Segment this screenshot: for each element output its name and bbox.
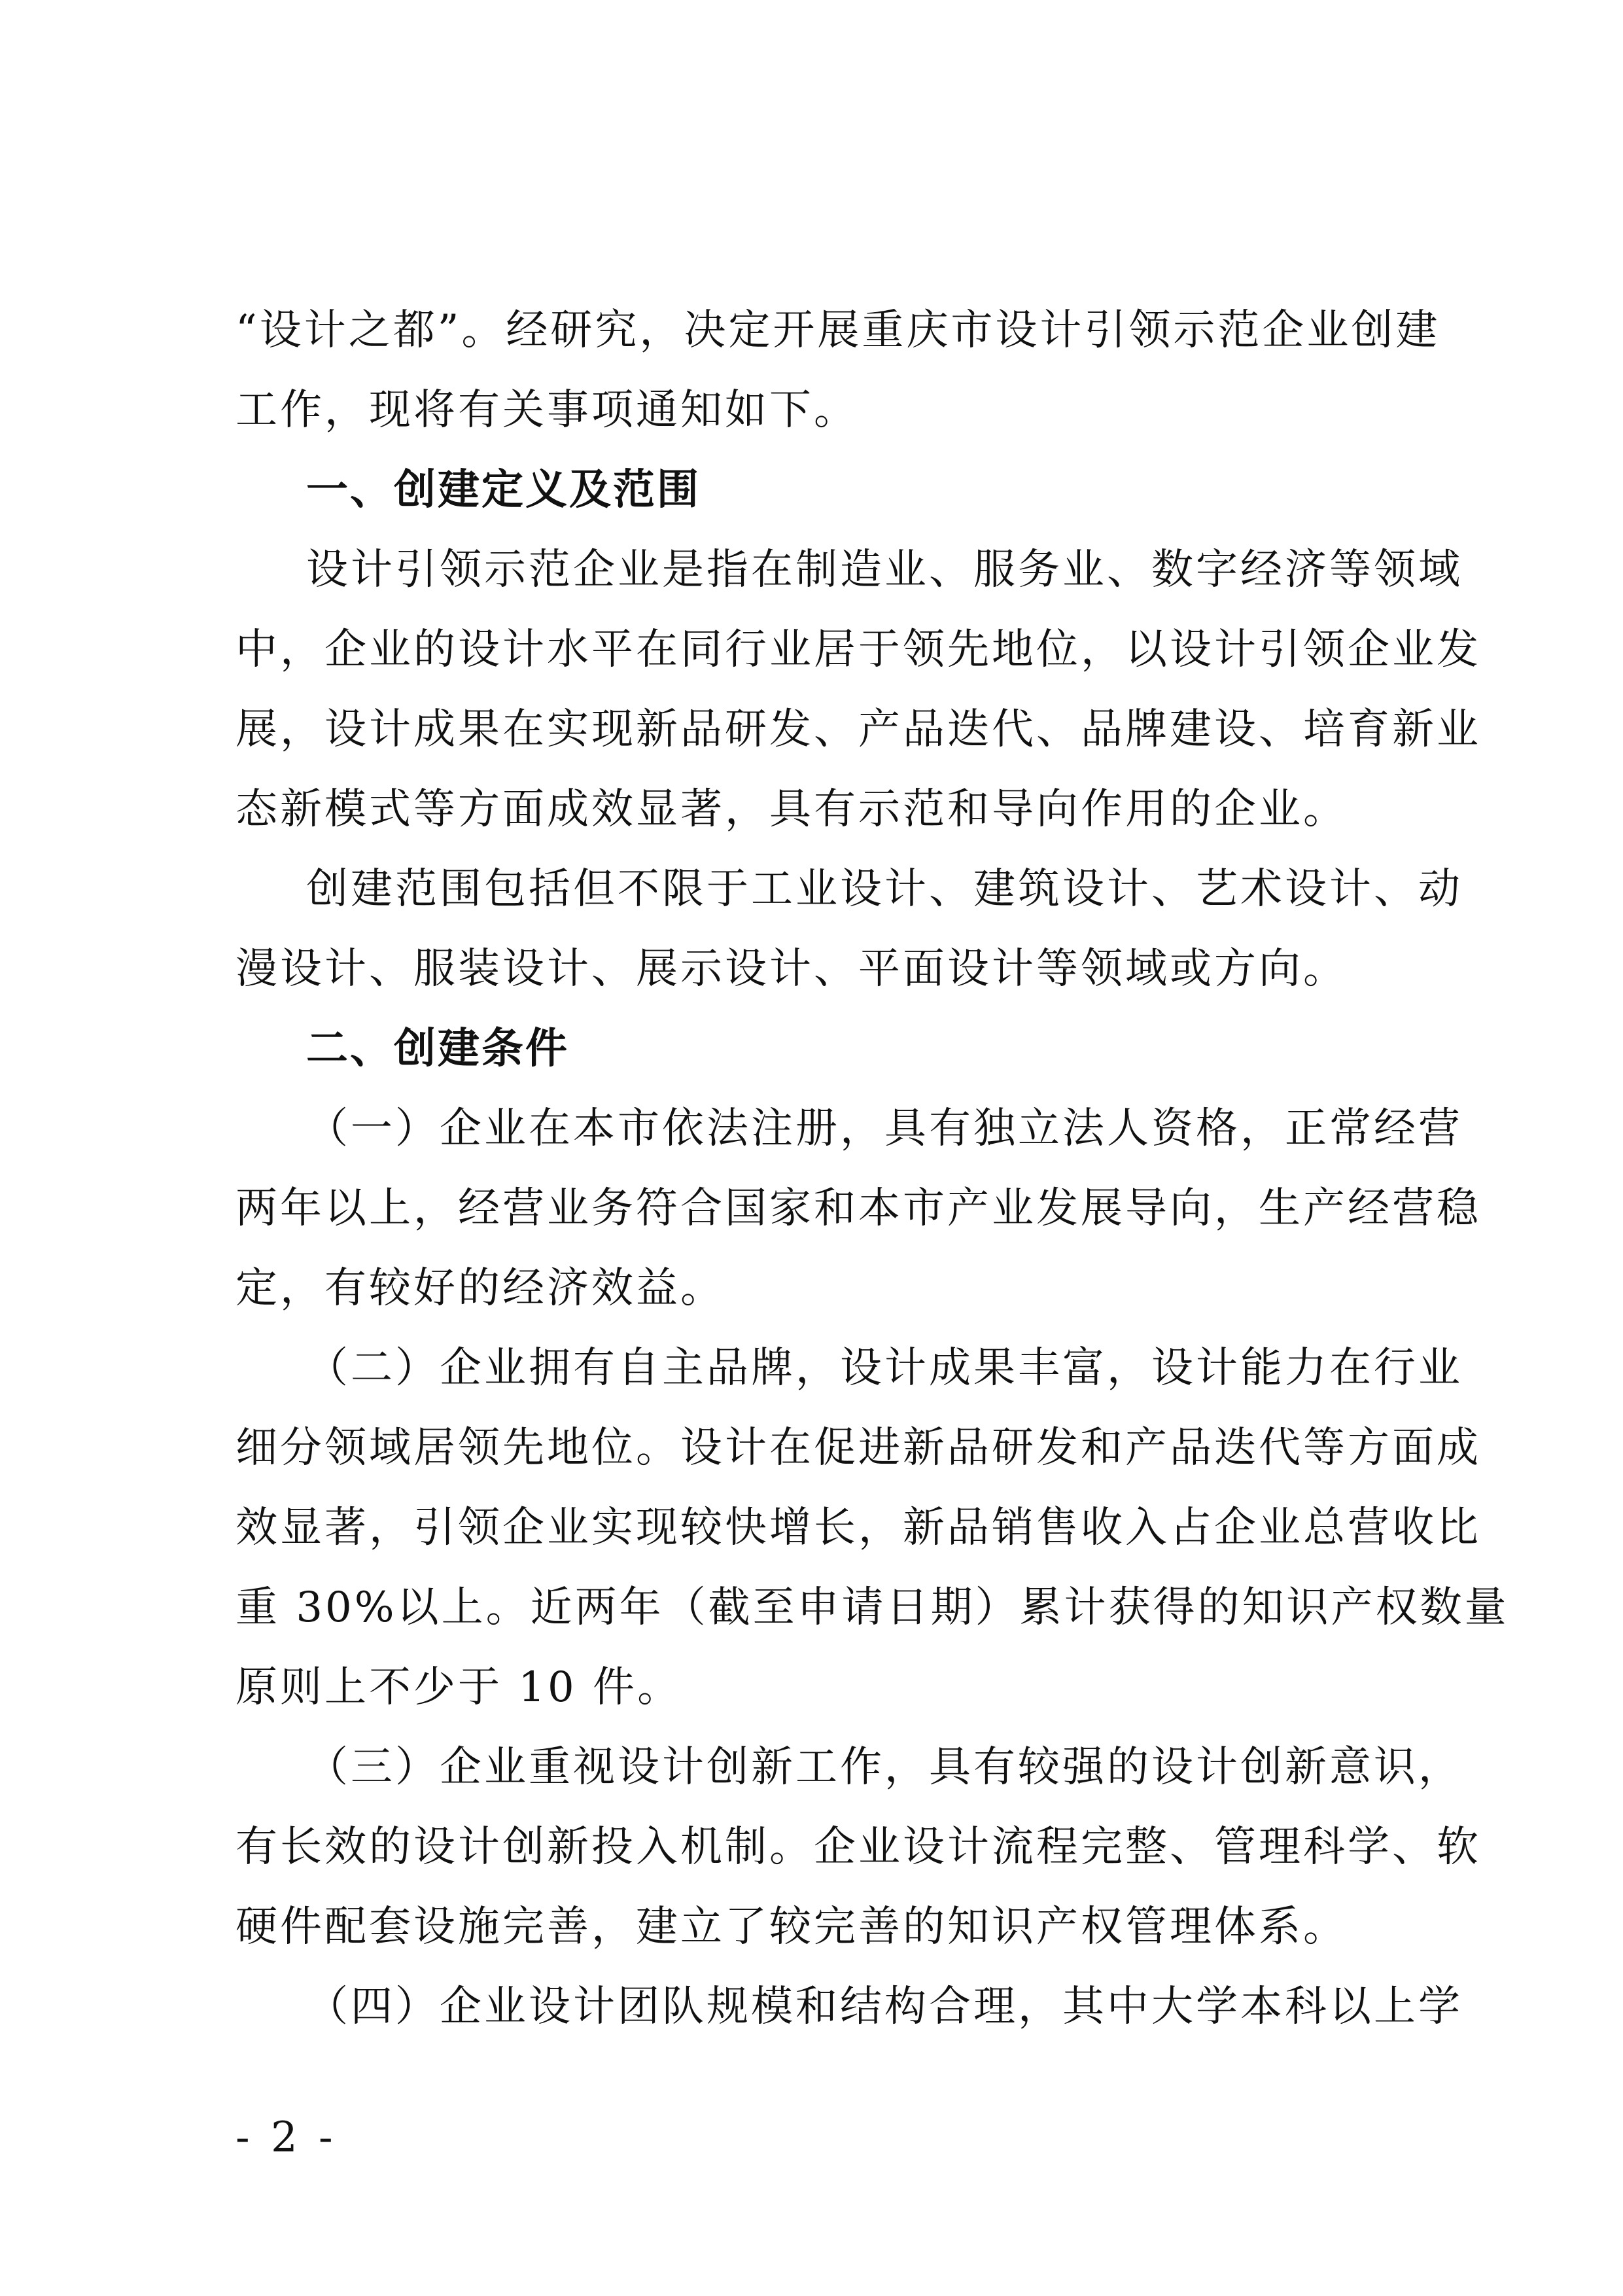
body-text-line: 工作，现将有关事项通知如下。: [236, 386, 858, 434]
body-text-line: “设计之都”。经研究，决定开展重庆市设计引领示范企业创建: [236, 306, 1440, 355]
body-text-line: 中，企业的设计水平在同行业居于领先地位，以设计引领企业发: [236, 626, 1481, 674]
body-text-line: 硬件配套设施完善，建立了较完善的知识产权管理体系。: [236, 1903, 1348, 1951]
body-text-line: 两年以上，经营业务符合国家和本市产业发展导向，生产经营稳: [236, 1184, 1481, 1233]
section-heading-conditions: 二、创建条件: [306, 1025, 569, 1073]
body-text-line: 重 30%以上。近两年（截至申请日期）累计获得的知识产权数量: [236, 1583, 1509, 1632]
body-text-line: 有长效的设计创新投入机制。企业设计流程完整、管理科学、软: [236, 1823, 1481, 1871]
body-text-line: （三）企业重视设计创新工作，具有较强的设计创新意识，: [306, 1743, 1463, 1792]
body-text-line: 创建范围包括但不限于工业设计、建筑设计、艺术设计、动: [306, 865, 1463, 913]
page-number: - 2 -: [236, 2113, 337, 2162]
body-text-line: （一）企业在本市依法注册，具有独立法人资格，正常经营: [306, 1104, 1463, 1153]
body-text-line: 漫设计、服装设计、展示设计、平面设计等领域或方向。: [236, 945, 1348, 993]
body-text-line: 态新模式等方面成效显著，具有示范和导向作用的企业。: [236, 785, 1348, 834]
body-text-line: 效显著，引领企业实现较快增长，新品销售收入占企业总营收比: [236, 1504, 1481, 1552]
body-text-line: （四）企业设计团队规模和结构合理，其中大学本科以上学: [306, 1983, 1463, 2031]
body-text-line: 原则上不少于 10 件。: [236, 1663, 682, 1712]
section-heading-definition: 一、创建定义及范围: [306, 466, 701, 514]
body-text-line: 展，设计成果在实现新品研发、产品迭代、品牌建设、培育新业: [236, 705, 1481, 754]
body-text-line: 设计引领示范企业是指在制造业、服务业、数字经济等领域: [306, 546, 1463, 594]
body-text-line: 细分领域居领先地位。设计在促进新品研发和产品迭代等方面成: [236, 1424, 1481, 1472]
body-text-line: （二）企业拥有自主品牌，设计成果丰富，设计能力在行业: [306, 1344, 1463, 1392]
body-text-line: 定，有较好的经济效益。: [236, 1264, 725, 1313]
